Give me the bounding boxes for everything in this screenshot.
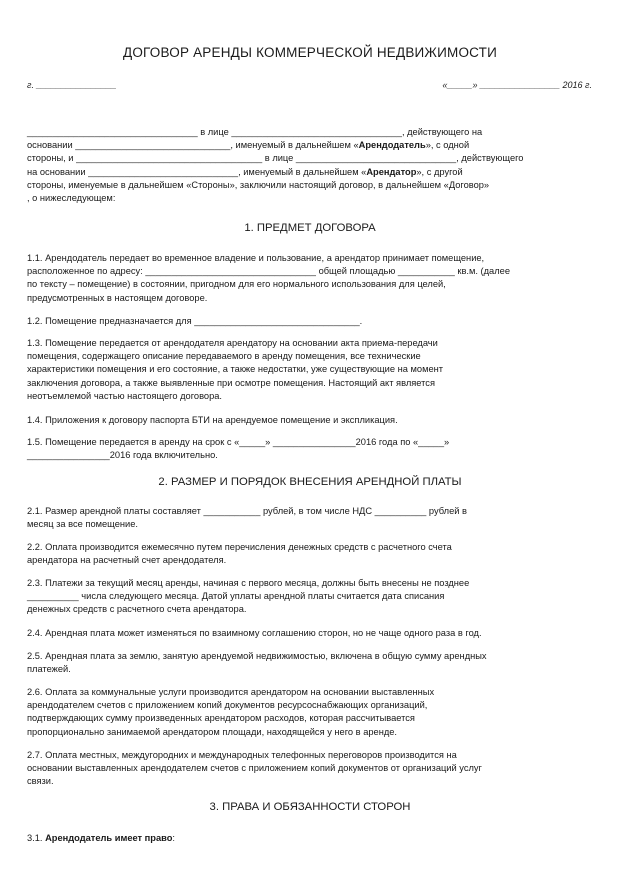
clause-1-2 bbox=[27, 315, 593, 328]
clause-line: по тексту – помещение) в состоянии, пригодном для его нормального использования для целей, bbox=[27, 279, 446, 290]
intro-paragraph bbox=[27, 126, 593, 205]
intro-line: стороны, и ____________________________________ в лице _______________________________, действующего bbox=[27, 153, 524, 164]
clause-line: характеристики помещения и его состояние, а также недостатки, уже существующие на момент bbox=[27, 364, 444, 375]
clause-line: 1.4. Приложения к договору паспорта БТИ на арендуемое помещение и экспликация. bbox=[27, 415, 398, 425]
clause-2-4 bbox=[27, 627, 593, 640]
clause-line: основании выставленных арендодателем счетов с приложением копий документов от организаций услуг bbox=[27, 763, 482, 774]
clause-line: арендатора на расчетный счет арендодателя. bbox=[27, 555, 227, 566]
intro-line: _________________________________ в лице _________________________________, действующего на bbox=[27, 127, 483, 137]
clause-number: 3.1. bbox=[27, 833, 46, 843]
clause-line: неотъемлемой частью настоящего договора. bbox=[27, 390, 223, 401]
clause-line: пропорционально занимаемой арендатором площади, находящейся у него в аренде. bbox=[27, 726, 398, 737]
clause-line: 2.5. Арендная плата за землю, занятую арендуемой недвижимостью, включена в общую сумму арендных bbox=[27, 651, 487, 661]
landlord-rights-label: Арендодатель имеет право bbox=[45, 833, 173, 843]
city-field: г. ________________ bbox=[27, 80, 117, 90]
clause-line: заключения договора, а также выявленные при осмотре помещения. Настоящий акт является bbox=[27, 377, 435, 388]
clause-line: 2.3. Платежи за текущий месяц аренды, начиная с первого месяца, должны быть внесены не позднее bbox=[27, 578, 470, 588]
clause-line: 2.1. Размер арендной платы составляет ___________ рублей, в том числе НДС __________ рублей в bbox=[27, 506, 467, 516]
tenant-term: Арендатор bbox=[366, 166, 417, 177]
clause-line: платежей. bbox=[27, 664, 71, 675]
clause-line: 2.7. Оплата местных, междугородних и международных телефонных переговоров производится на bbox=[27, 750, 457, 760]
intro-text: на основании _____________________________, именуемый в дальнейшем « bbox=[27, 166, 367, 177]
clause-line: __________ числа следующего месяца. Датой уплаты арендной платы считается дата списания bbox=[27, 591, 445, 602]
section-1-heading: 1. ПРЕДМЕТ ДОГОВОРА bbox=[244, 222, 376, 234]
clause-line: 1.2. Помещение предназначается для ________________________________. bbox=[27, 316, 363, 326]
clause-line: 1.1. Арендодатель передает во временное владение и пользование, а арендатор принимает помещение, bbox=[27, 253, 485, 263]
section-3-heading: 3. ПРАВА И ОБЯЗАННОСТИ СТОРОН bbox=[209, 801, 411, 813]
clause-line: денежных средств с расчетного счета арендатора. bbox=[27, 604, 247, 615]
clause-line: арендодателем счетов с приложением копий документов ресурсоснабжающих организаций, bbox=[27, 700, 428, 711]
intro-line: стороны, именуемые в дальнейшем «Стороны», заключили настоящий договор, в дальнейшем «Договор» bbox=[27, 179, 490, 190]
clause-2-1 bbox=[27, 505, 593, 531]
clause-line: 1.5. Помещение передается в аренду на срок с «_____» ________________2016 года по «_____» bbox=[27, 437, 450, 447]
clause-2-7 bbox=[27, 749, 593, 789]
clause-1-4 bbox=[27, 414, 593, 427]
intro-text: », с другой bbox=[416, 166, 463, 177]
clause-1-5 bbox=[27, 436, 593, 462]
intro-line bbox=[27, 166, 593, 179]
clause-line: 2.4. Арендная плата может изменяться по взаимному соглашению сторон, но не чаще одного раза в год. bbox=[27, 628, 482, 638]
intro-text: », с одной bbox=[425, 140, 470, 151]
clause-2-6 bbox=[27, 686, 593, 739]
clause-1-3 bbox=[27, 337, 593, 403]
clause-text: : bbox=[172, 833, 176, 843]
section-2-heading: 2. РАЗМЕР И ПОРЯДОК ВНЕСЕНИЯ АРЕНДНОЙ ПЛАТЫ bbox=[158, 476, 462, 488]
clause-line: расположенное по адресу: _________________________________ общей площадью ___________ кв.м. (далее bbox=[27, 266, 510, 277]
clause-line: ________________2016 года включительно. bbox=[27, 450, 218, 461]
clause-line: подтверждающих сумму произведенных арендатором расходов, которая рассчитывается bbox=[27, 713, 415, 724]
clause-line: 2.2. Оплата производится ежемесячно путем перечисления денежных средств с расчетного счета bbox=[27, 542, 452, 552]
clause-2-5 bbox=[27, 650, 593, 676]
clause-line: связи. bbox=[27, 776, 54, 787]
landlord-term: Арендодатель bbox=[358, 140, 426, 151]
document-title: ДОГОВОР АРЕНДЫ КОММЕРЧЕСКОЙ НЕДВИЖИМОСТИ bbox=[122, 45, 498, 60]
clause-line: предусмотренных в настоящем договоре. bbox=[27, 292, 208, 303]
clause-2-2 bbox=[27, 541, 593, 567]
clause-3-1 bbox=[27, 832, 593, 845]
clause-line bbox=[27, 832, 593, 845]
clause-line: 2.6. Оплата за коммунальные услуги производится арендатором на основании выставленных bbox=[27, 687, 435, 697]
clause-2-3 bbox=[27, 577, 593, 617]
intro-line: , о нижеследующем: bbox=[27, 193, 116, 204]
clause-1-1 bbox=[27, 252, 593, 305]
clause-line: помещения, содержащего описание передаваемого в аренду помещения, все технические bbox=[27, 351, 421, 362]
clause-line: 1.3. Помещение передается от арендодателя арендатору на основании акта приема-передачи bbox=[27, 338, 438, 348]
clause-line: месяц за все помещение. bbox=[27, 519, 138, 530]
intro-text: основании ______________________________, именуемый в дальнейшем « bbox=[27, 140, 359, 151]
date-field: «_____» ________________ 2016 г. bbox=[442, 80, 592, 90]
intro-line bbox=[27, 139, 593, 152]
